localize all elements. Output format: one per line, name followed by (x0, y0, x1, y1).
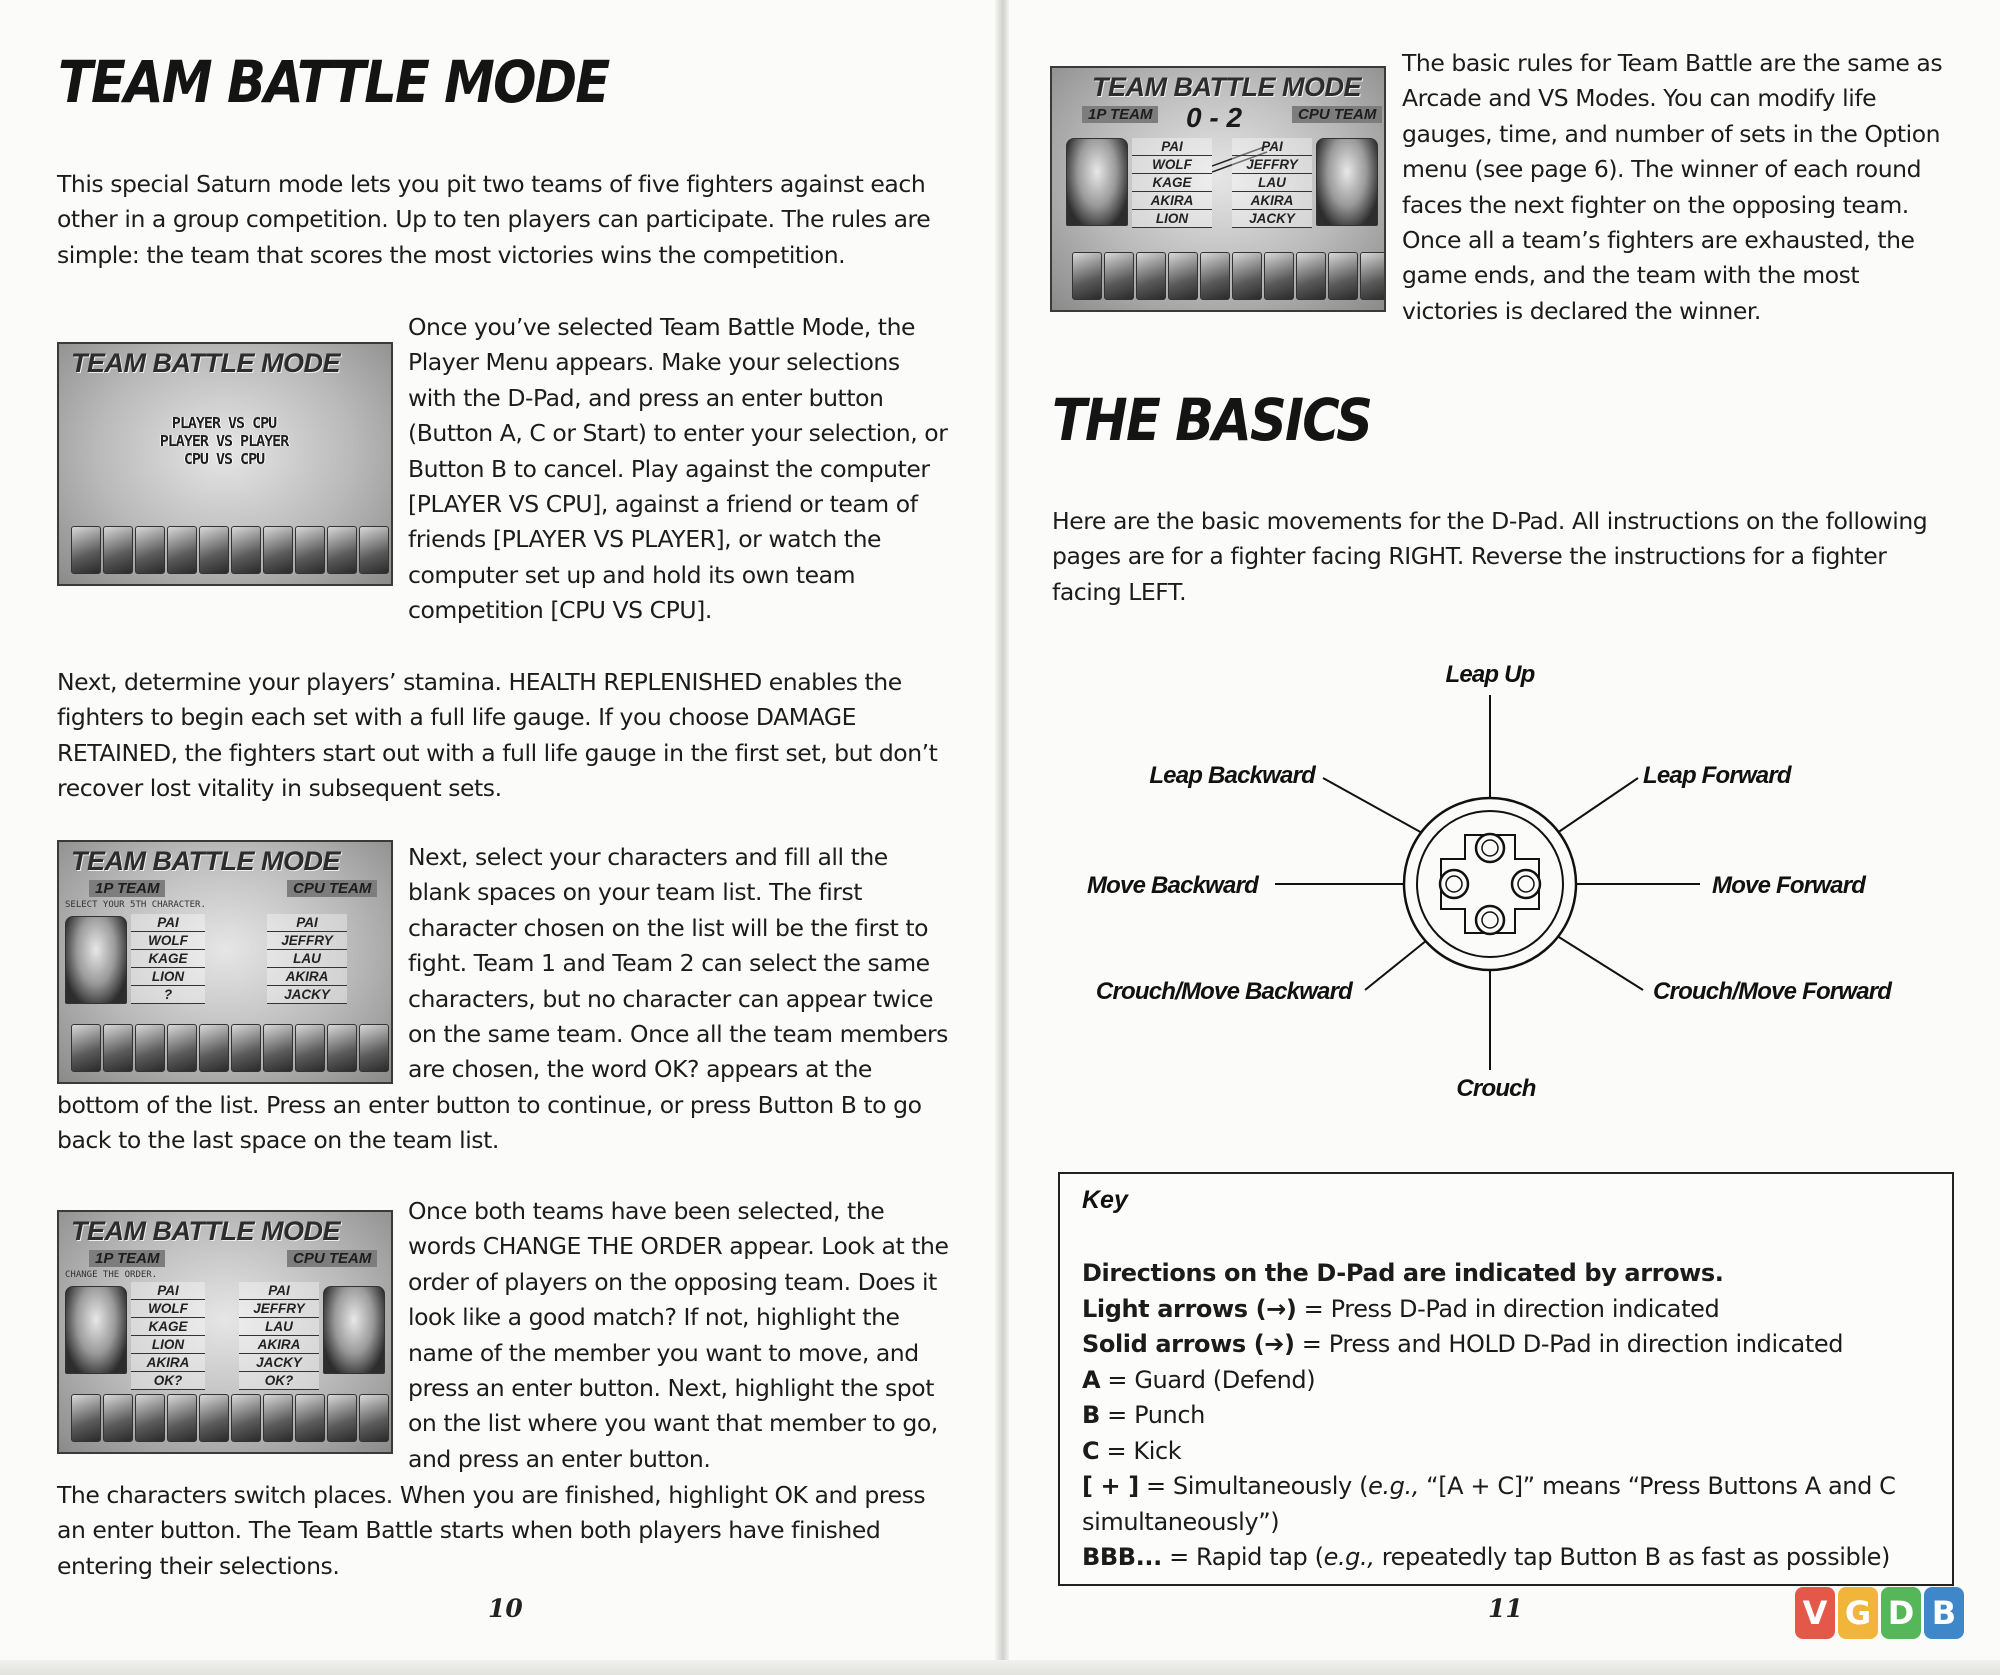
rules-paragraph: The basic rules for Team Battle are the same as Arcade and VS Modes. You can modify life gauges, time, and number of sets in the Option menu (see page 6). The winner of each round faces the next fighter on the opposing team. Once all a team’s fighters are exhausted, the game ends, and the team with the most victories is declared the winner. (1402, 49, 1943, 325)
fighter-face (199, 1024, 229, 1072)
fighter-portraits (71, 1394, 389, 1442)
team1-header: 1P TEAM (89, 880, 165, 897)
character-select-paragraph: Next, select your characters and fill all the blank spaces on your team list. The first character chosen on the list will be the first to fight. Team 1 and Team 2 can select the same characters, but no character can appear twice on the same team. Once all the team members are chosen, the word OK? appears at the (408, 843, 948, 1084)
team1-roster (131, 914, 205, 1004)
key-example-abbrev: e.g., (1368, 1472, 1419, 1500)
change-order-paragraph-continued: The characters switch places. When you are finished, highlight OK and press an enter button. The Team Battle starts when both players have finished entering their selections. (57, 1481, 926, 1580)
fighter-face (135, 1024, 165, 1072)
fighter-face (263, 1394, 293, 1442)
page-number-right: 11 (1488, 1594, 1523, 1623)
screenshot-title: TEAM BATTLE MODE (71, 846, 340, 876)
fighter-face (167, 1024, 197, 1072)
fighter-face (1264, 252, 1294, 300)
fighter-portrait (65, 916, 127, 1004)
cpu-team-header: CPU TEAM (287, 880, 377, 897)
roster-entry: KAGE (1132, 174, 1212, 192)
roster-entry: AKIRA (267, 968, 347, 986)
roster-entry: LAU (267, 950, 347, 968)
label-crouch: Crouch (1456, 1075, 1536, 1102)
change-order-paragraph: Once both teams have been selected, the words CHANGE THE ORDER appear. Look at the order of players on the opposing team. Does it look like a good match? If not, highlight the name of the member you want to move, and press an enter button. Next, highlight the spot on the list where you want that member to go, and press an enter button. (408, 1197, 949, 1473)
fighter-portraits (71, 1024, 389, 1072)
fighter-face (1200, 252, 1230, 300)
key-legend (1082, 1256, 1942, 1576)
label-crouch-move-forward: Crouch/Move Forward (1653, 978, 1892, 1005)
fighter-face (327, 1394, 357, 1442)
fighter-face (231, 1394, 261, 1442)
menu-option: PLAYER VS CPU (171, 414, 277, 432)
fighter-face (135, 1394, 165, 1442)
key-definition: = Press D-Pad in direction indicated (1296, 1294, 1720, 1323)
roster-entry: LION (1132, 210, 1212, 228)
roster-entry: PAI (1132, 138, 1212, 156)
select-prompt: SELECT YOUR 5TH CHARACTER. (65, 900, 206, 910)
team2-roster (267, 914, 347, 1004)
vgdb-watermark-logo (1795, 1587, 1964, 1639)
intro-paragraph: This special Saturn mode lets you pit two teams of five fighters against each other in a group competition. Up to ten players can participate. The rules are simple: the team that scores the most victories wins the competition. (57, 170, 931, 269)
roster-entry: LAU (239, 1318, 319, 1336)
key-rapid-tap (1082, 1540, 1942, 1576)
character-select-paragraph-continued: bottom of the list. Press an enter button to continue, or press Button B to go back to the last space on the team list. (57, 1091, 922, 1155)
key-term: C (1082, 1436, 1100, 1465)
fighter-face (71, 1394, 101, 1442)
team1-header: 1P TEAM (89, 1250, 165, 1267)
label-leap-up: Leap Up (1445, 661, 1535, 688)
key-solid-arrows (1082, 1327, 1942, 1363)
fighter-face (1232, 252, 1262, 300)
fighter-face (1104, 252, 1134, 300)
fighter-face (167, 526, 197, 574)
key-term: B (1082, 1401, 1100, 1429)
fighter-portraits (71, 526, 389, 574)
player-menu-screenshot (57, 342, 393, 586)
fighter-portrait (1316, 138, 1378, 226)
roster-entry: PAI (267, 914, 347, 932)
fighter-face (71, 526, 101, 574)
logo-letter: V (1795, 1587, 1835, 1639)
fighter-face (231, 1024, 261, 1072)
team2-roster (239, 1282, 319, 1390)
roster-entry: LION (131, 1336, 205, 1354)
menu-option: PLAYER VS PLAYER (159, 432, 289, 450)
fighter-face (263, 1024, 293, 1072)
fighter-face (1360, 252, 1386, 300)
key-button-c (1082, 1434, 1942, 1470)
key-directions-line: Directions on the D-Pad are indicated by arrows. (1082, 1259, 1724, 1287)
fighter-face (359, 526, 389, 574)
key-button-a (1082, 1363, 1942, 1399)
fighter-face (327, 1024, 357, 1072)
fighter-face (199, 526, 229, 574)
fighter-face (103, 1024, 133, 1072)
roster-entry: OK? (131, 1372, 205, 1390)
label-leap-backward: Leap Backward (1149, 762, 1315, 789)
key-box (1058, 1172, 1954, 1586)
roster-entry: WOLF (131, 932, 205, 950)
roster-entry: AKIRA (1232, 192, 1312, 210)
fighter-portrait (1066, 138, 1128, 226)
fighter-face (1136, 252, 1166, 300)
roster-entry: JACKY (1232, 210, 1312, 228)
menu-option: CPU VS CPU (183, 450, 265, 468)
screenshot-title: TEAM BATTLE MODE (71, 348, 340, 378)
fighter-face (295, 526, 325, 574)
fighter-face (295, 1394, 325, 1442)
key-term: A (1082, 1365, 1101, 1394)
fighter-portrait (323, 1286, 385, 1374)
key-term: Solid arrows (➔) (1082, 1330, 1295, 1358)
fighter-portrait (65, 1286, 127, 1374)
key-button-b (1082, 1398, 1942, 1434)
key-definition: = Guard (Defend) (1100, 1365, 1316, 1394)
fighter-face (199, 1394, 229, 1442)
key-example-abbrev: e.g., (1323, 1543, 1375, 1571)
key-term: [ + ] (1082, 1472, 1139, 1500)
character-select-screenshot (57, 840, 393, 1084)
key-definition: = Rapid tap ( (1161, 1543, 1324, 1571)
menu-options (119, 414, 329, 468)
change-order-screenshot (57, 1210, 393, 1454)
key-definition: = Press and HOLD D-Pad in direction indicated (1294, 1330, 1844, 1358)
roster-entry: KAGE (131, 950, 205, 968)
fighter-face (1072, 252, 1102, 300)
fighter-face (135, 526, 165, 574)
cpu-team-header: CPU TEAM (287, 1250, 377, 1267)
roster-entry: KAGE (131, 1318, 205, 1336)
cpu-team-header: CPU TEAM (1292, 106, 1382, 123)
key-definition: “[A + C]” means “Press Buttons A and C simultaneously”) (1082, 1472, 1896, 1536)
label-leap-forward: Leap Forward (1643, 762, 1791, 789)
battle-score: 0 - 2 (1186, 102, 1243, 133)
page-edge (0, 1660, 2000, 1675)
screenshot-title: TEAM BATTLE MODE (1092, 72, 1361, 102)
roster-entry: LAU (1232, 174, 1312, 192)
logo-letter: B (1924, 1587, 1964, 1639)
key-term: Light arrows (→) (1082, 1294, 1297, 1323)
team2-roster (1232, 138, 1312, 228)
key-title: Key (1082, 1186, 1128, 1214)
roster-entry: PAI (131, 1282, 205, 1300)
key-definition: = Simultaneously ( (1138, 1472, 1369, 1500)
basics-title: THE BASICS (1052, 386, 1372, 454)
fighter-face (1168, 252, 1198, 300)
dpad-icon (1404, 798, 1576, 970)
logo-letter: D (1881, 1587, 1921, 1639)
fighter-face (71, 1024, 101, 1072)
team1-roster (131, 1282, 205, 1390)
fighter-portraits (1072, 252, 1386, 300)
roster-entry: AKIRA (239, 1336, 319, 1354)
roster-entry: LION (131, 968, 205, 986)
roster-entry: OK? (239, 1372, 319, 1390)
roster-entry: JEFFRY (239, 1300, 319, 1318)
key-light-arrows (1082, 1292, 1942, 1328)
stamina-paragraph: Next, determine your players’ stamina. HEALTH REPLENISHED enables the fighters to begin each set with a full life gauge. If you choose DAMAGE RETAINED, the fighters start out with a full life gauge in the first set, but don’t recover lost vitality in subsequent sets. (57, 668, 938, 803)
roster-entry: WOLF (131, 1300, 205, 1318)
label-move-backward: Move Backward (1086, 872, 1258, 899)
fighter-face (231, 526, 261, 574)
fighter-face (295, 1024, 325, 1072)
team1-roster (1132, 138, 1212, 228)
fighter-face (359, 1394, 389, 1442)
fighter-face (103, 1394, 133, 1442)
roster-entry: WOLF (1132, 156, 1212, 174)
fighter-face (359, 1024, 389, 1072)
roster-entry: AKIRA (131, 1354, 205, 1372)
basics-paragraph: Here are the basic movements for the D-Pad. All instructions on the following pages are for a fighter facing RIGHT. Reverse the instructions for a fighter facing LEFT. (1052, 507, 1928, 606)
fighter-face (103, 526, 133, 574)
screenshot-title: TEAM BATTLE MODE (71, 1216, 340, 1246)
roster-entry: JEFFRY (1232, 156, 1312, 174)
order-prompt: CHANGE THE ORDER. (65, 1270, 158, 1280)
fighter-face (263, 526, 293, 574)
roster-entry: ? (131, 986, 205, 1004)
fighter-face (1328, 252, 1358, 300)
team1-header: 1P TEAM (1082, 106, 1158, 123)
team-battle-score-screenshot (1050, 66, 1386, 312)
key-simultaneous (1082, 1469, 1942, 1540)
logo-letter: G (1838, 1587, 1878, 1639)
key-definition: repeatedly tap Button B as fast as possible) (1374, 1543, 1890, 1571)
key-term: BBB... (1082, 1543, 1162, 1571)
book-spine (995, 0, 1009, 1675)
roster-entry: PAI (239, 1282, 319, 1300)
fighter-face (167, 1394, 197, 1442)
key-definition: = Kick (1099, 1436, 1182, 1465)
fighter-face (1296, 252, 1326, 300)
page-title: TEAM BATTLE MODE (58, 48, 609, 116)
roster-entry: JACKY (267, 986, 347, 1004)
dpad-diagram (1080, 650, 1900, 1120)
player-menu-paragraph: Once you’ve selected Team Battle Mode, the Player Menu appears. Make your selections with the D-Pad, and press an enter button (Button A, C or Start) to enter your selection, or Button B to cancel. Play against the computer [PLAYER VS CPU], against a friend or team of friends [PLAYER VS PLAYER], or watch the computer set up and hold its own team competition [CPU VS CPU]. (408, 313, 948, 625)
page-number-left: 10 (488, 1594, 523, 1623)
label-crouch-move-backward: Crouch/Move Backward (1095, 978, 1352, 1005)
roster-entry: AKIRA (1132, 192, 1212, 210)
key-definition: = Punch (1099, 1401, 1205, 1429)
label-move-forward: Move Forward (1712, 872, 1866, 899)
roster-entry: JACKY (239, 1354, 319, 1372)
roster-entry: PAI (1232, 138, 1312, 156)
roster-entry: PAI (131, 914, 205, 932)
roster-entry: JEFFRY (267, 932, 347, 950)
fighter-face (327, 526, 357, 574)
